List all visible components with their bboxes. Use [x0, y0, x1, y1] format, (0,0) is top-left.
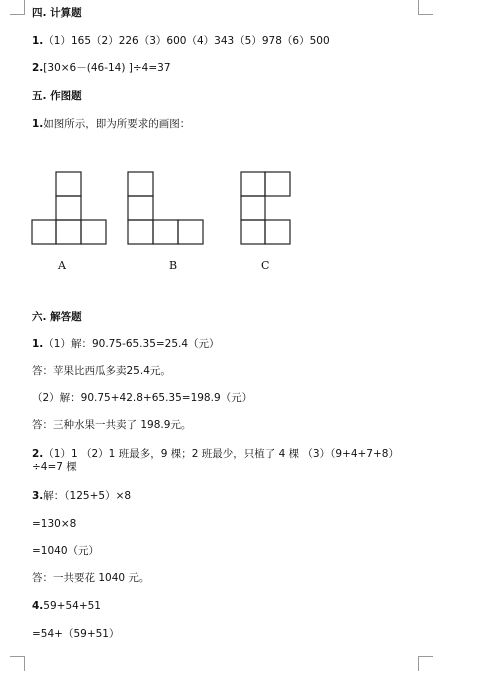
s6-q3-number: 3. [32, 490, 44, 502]
s6-q4-number: 4. [32, 600, 44, 612]
s6-q2 [32, 448, 417, 474]
s6-q4-line-2: =54+（59+51） [32, 628, 120, 640]
s6-q1-answer-1: 答：苹果比西瓜多卖25.4元。 [32, 365, 171, 377]
s6-q3-text: 解：（125+5）×8 [43, 490, 132, 502]
s4-q1-number: 1. [32, 35, 44, 47]
s4-q2-text: [30×6－(46-14) ]÷4=37 [43, 62, 171, 74]
s4-q1-text: （1）165（2）226（3）600（4）343（5）978（6）500 [43, 35, 330, 47]
s6-q1-number: 1. [32, 338, 44, 350]
figure-label-a: A [58, 259, 66, 272]
figure-c-shape [241, 172, 290, 244]
section-4-title: 四. 计算题 [32, 7, 82, 19]
s6-q2-text: （1）1 （2）1 班最多，9 棵；2 班最少，只植了 4 棵 （3）（9+4+7+8）÷4=7 棵 [32, 448, 399, 473]
s5-q1-text: 如图所示，即为所要求的画图： [43, 118, 191, 130]
corner-mark-bottom-right [418, 656, 433, 671]
figure-label-c: C [261, 259, 270, 272]
s6-q3-line-3: =1040（元） [32, 545, 100, 557]
s5-q1-number: 1. [32, 118, 44, 130]
section-6-title: 六. 解答题 [32, 311, 82, 323]
figure-a-shape [32, 172, 106, 244]
s6-q1-answer-2: 答：三种水果一共卖了 198.9元。 [32, 419, 192, 431]
figure-b-shape [128, 172, 203, 244]
s6-q4 [32, 600, 101, 613]
three-view-figures [0, 0, 480, 300]
section-5-title: 五. 作图题 [32, 90, 82, 102]
s4-q2-number: 2. [32, 62, 44, 74]
s6-q2-number: 2. [32, 448, 44, 460]
s6-q3 [32, 490, 131, 503]
s6-q1-part-2: （2）解：90.75+42.8+65.35=198.9（元） [32, 392, 253, 404]
s6-q3-line-2: =130×8 [32, 518, 77, 530]
s6-q1-text: （1）解：90.75-65.35=25.4（元） [43, 338, 220, 350]
corner-mark-bottom-left [10, 656, 25, 671]
s6-q1 [32, 338, 220, 351]
s6-q3-answer: 答：一共要花 1040 元。 [32, 572, 150, 584]
s6-q4-text: 59+54+51 [43, 600, 101, 612]
figure-label-b: B [169, 259, 178, 272]
